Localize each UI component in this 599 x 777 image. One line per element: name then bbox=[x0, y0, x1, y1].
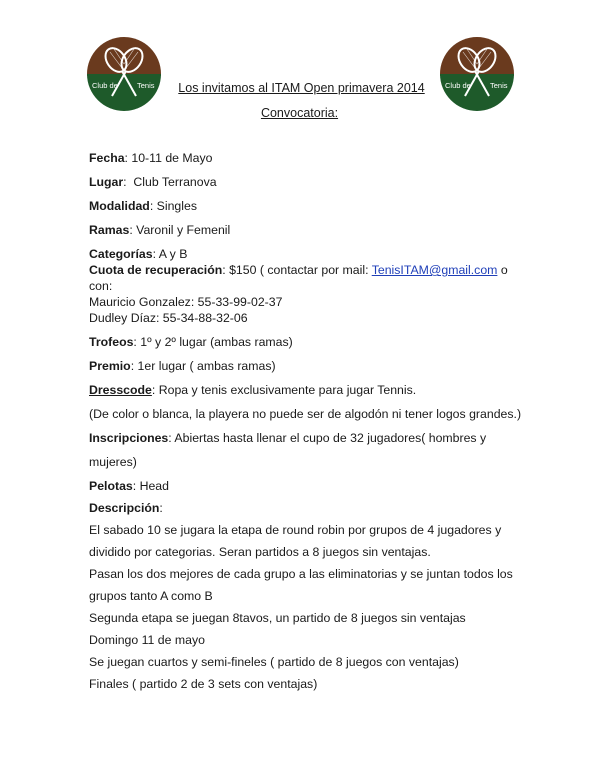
description-line: dividido por categorias. Seran partidos a 8 juegos sin ventajas. bbox=[89, 545, 431, 559]
logo-text-right: Tenis bbox=[137, 81, 155, 90]
cuota-line bbox=[89, 262, 529, 278]
ramas-line bbox=[89, 222, 529, 238]
dresscode-value: : Ropa y tenis exclusivamente para jugar Tennis. bbox=[151, 383, 417, 397]
club-de-tenis-logo-left bbox=[86, 36, 162, 112]
ramas-label: Ramas bbox=[89, 223, 130, 237]
modalidad-value: : Singles bbox=[149, 199, 197, 213]
pelotas-value: : Head bbox=[132, 479, 169, 493]
invitation-heading: Los invitamos al ITAM Open primavera 2014 bbox=[178, 81, 425, 95]
categorias-line bbox=[89, 246, 529, 262]
club-de-tenis-logo-right bbox=[439, 36, 515, 112]
modalidad-label: Modalidad bbox=[89, 199, 150, 213]
lugar-value: : Club Terranova bbox=[123, 175, 217, 189]
modalidad-line bbox=[89, 198, 529, 214]
con-line: con: bbox=[89, 279, 113, 293]
tennis-rackets-icon bbox=[439, 36, 515, 112]
premio-line bbox=[89, 358, 529, 374]
descripcion-label: Descripción bbox=[89, 501, 160, 515]
premio-value: : 1er lugar ( ambas ramas) bbox=[130, 359, 276, 373]
pelotas-line bbox=[89, 478, 529, 494]
categorias-value: : A y B bbox=[152, 247, 188, 261]
fecha-value: : 10-11 de Mayo bbox=[124, 151, 213, 165]
convocatoria-heading: Convocatoria: bbox=[260, 106, 339, 120]
dresscode-line bbox=[89, 382, 529, 398]
contact-dudley: Dudley Díaz: 55-34-88-32-06 bbox=[89, 311, 248, 325]
ramas-value: : Varonil y Femenil bbox=[129, 223, 231, 237]
description-line: Domingo 11 de mayo bbox=[89, 633, 205, 647]
categorias-label: Categorías bbox=[89, 247, 153, 261]
inscripciones-cont: mujeres) bbox=[89, 455, 137, 469]
cuota-label: Cuota de recuperación bbox=[89, 263, 223, 277]
trofeos-value: : 1º y 2º lugar (ambas ramas) bbox=[133, 335, 293, 349]
lugar-line bbox=[89, 174, 529, 190]
description-line: Segunda etapa se juegan 8tavos, un partido de 8 juegos sin ventajas bbox=[89, 611, 466, 625]
fecha-line bbox=[89, 150, 529, 166]
descripcion-line bbox=[89, 500, 529, 516]
trofeos-label: Trofeos bbox=[89, 335, 134, 349]
trofeos-line bbox=[89, 334, 529, 350]
logo-text-right: Tenis bbox=[490, 81, 508, 90]
cuota-value: : $150 ( contactar por mail: bbox=[222, 263, 372, 277]
logo-text-left: Club de bbox=[445, 81, 471, 90]
description-line: Se juegan cuartos y semi-fineles ( partido de 8 juegos con ventajas) bbox=[89, 655, 459, 669]
inscripciones-value: : Abiertas hasta llenar el cupo de 32 jugadores( hombres y bbox=[168, 431, 487, 445]
description-line: Pasan los dos mejores de cada grupo a las eliminatorias y se juntan todos los bbox=[89, 567, 513, 581]
lugar-label: Lugar bbox=[89, 175, 124, 189]
dresscode-label: Dresscode bbox=[89, 383, 152, 397]
logo-text-left: Club de bbox=[92, 81, 118, 90]
pelotas-label: Pelotas bbox=[89, 479, 133, 493]
description-line: Finales ( partido 2 de 3 sets con ventajas) bbox=[89, 677, 318, 691]
tennis-rackets-icon bbox=[86, 36, 162, 112]
description-line: grupos tanto A como B bbox=[89, 589, 213, 603]
contact-email-link[interactable]: TenisITAM@gmail.com bbox=[371, 263, 498, 277]
tournament-details bbox=[89, 150, 529, 692]
inscripciones-line bbox=[89, 430, 529, 446]
premio-label: Premio bbox=[89, 359, 131, 373]
contact-mauricio: Mauricio Gonzalez: 55-33-99-02-37 bbox=[89, 295, 283, 309]
fecha-label: Fecha bbox=[89, 151, 125, 165]
cuota-tail: o bbox=[497, 263, 508, 277]
inscripciones-label: Inscripciones bbox=[89, 431, 169, 445]
descripcion-colon: : bbox=[159, 501, 163, 515]
dresscode-note: (De color o blanca, la playera no puede ser de algodón ni tener logos grandes.) bbox=[89, 407, 522, 421]
description-line: El sabado 10 se jugara la etapa de round robin por grupos de 4 jugadores y bbox=[89, 523, 502, 537]
